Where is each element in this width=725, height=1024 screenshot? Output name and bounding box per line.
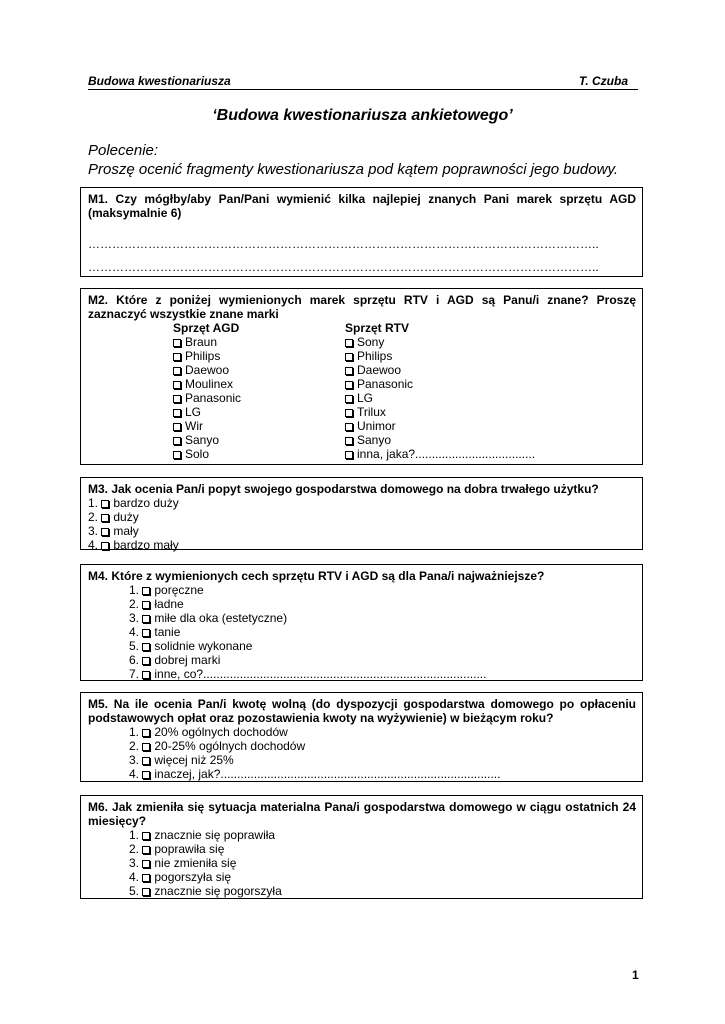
checkbox-icon[interactable] [173, 353, 181, 361]
agd-option[interactable] [173, 391, 241, 405]
page-title: ‘Budowa kwestionariusza ankietowego’ [212, 107, 513, 124]
option-label: pogorszyła się [154, 870, 232, 884]
brand-columns [88, 321, 636, 461]
checkbox-icon[interactable] [142, 743, 150, 751]
m4-option[interactable] [129, 583, 636, 597]
page-number: 1 [632, 968, 639, 982]
answer-line-1[interactable]: ……………………………………………………………………………………………………………….. [88, 237, 599, 251]
rtv-option-label: Sanyo [357, 433, 392, 447]
running-header [88, 73, 638, 90]
agd-option-label: Moulinex [185, 377, 234, 391]
checkbox-icon[interactable] [142, 587, 150, 595]
checkbox-icon[interactable] [345, 381, 353, 389]
agd-option-label: Panasonic [185, 391, 242, 405]
checkbox-icon[interactable] [345, 353, 353, 361]
m6-option[interactable] [129, 884, 636, 898]
option-number: 5. [129, 639, 140, 653]
checkbox-icon[interactable] [101, 542, 109, 550]
option-label: duży [113, 510, 139, 524]
agd-header: Sprzęt AGD [173, 321, 240, 335]
answer-line-2[interactable]: ……………………………………………………………………………………………………………….. [88, 260, 599, 274]
option-label: nie zmieniła się [154, 856, 237, 870]
rtv-option-label: Unimor [357, 419, 396, 433]
instruction-label: Polecenie: [88, 142, 159, 159]
checkbox-icon[interactable] [142, 860, 150, 868]
agd-option[interactable] [173, 363, 241, 377]
rtv-option[interactable] [345, 363, 535, 377]
rtv-option-label: Sony [357, 335, 385, 349]
question-m2 [80, 288, 643, 465]
option-number: 2. [88, 510, 99, 524]
question-m3 [80, 477, 643, 550]
rtv-option-label: Philips [357, 349, 393, 363]
question-m6 [80, 795, 643, 899]
checkbox-icon[interactable] [173, 395, 181, 403]
rtv-option-label: Trilux [357, 405, 386, 419]
rtv-option-label: LG [357, 391, 374, 405]
agd-option-label: LG [185, 405, 202, 419]
m6-option[interactable] [129, 828, 636, 842]
rtv-option[interactable] [345, 433, 535, 447]
checkbox-icon[interactable] [345, 451, 353, 459]
checkbox-icon[interactable] [142, 771, 150, 779]
agd-option[interactable] [173, 349, 241, 363]
option-label: znacznie się poprawiła [154, 828, 276, 842]
checkbox-icon[interactable] [142, 729, 150, 737]
agd-option-label: Daewoo [185, 363, 230, 377]
question-m1-text: M1. Czy mógłby/aby Pan/Pani wymienić kilka najlepiej znanych Pani marek sprzętu AGD (maksymalnie 6) [88, 192, 636, 220]
rtv-option[interactable] [345, 405, 535, 419]
rtv-option-label: Panasonic [357, 377, 414, 391]
m6-option[interactable] [129, 842, 636, 856]
m4-option[interactable] [129, 667, 636, 681]
rtv-option[interactable] [345, 391, 535, 405]
header-author: T. Czuba [578, 74, 628, 88]
question-m6-text: M6. Jak zmieniła się sytuacja materialna Pana/i gospodarstwa domowego w ciągu ostatnich 24 miesięcy? [88, 800, 636, 828]
m4-option[interactable] [129, 653, 636, 667]
option-number: 1. [129, 828, 140, 842]
m5-option[interactable] [129, 739, 636, 753]
instruction-text: Proszę ocenić fragmenty kwestionariusza pod kątem poprawności jego budowy. [88, 161, 618, 178]
agd-option[interactable] [173, 377, 241, 391]
option-number: 3. [88, 524, 99, 538]
option-number: 2. [129, 842, 140, 856]
checkbox-icon[interactable] [173, 367, 181, 375]
option-number: 5. [129, 884, 140, 898]
option-label: bardzo duży [113, 496, 179, 510]
question-m1 [80, 187, 643, 277]
rtv-option-label: Daewoo [357, 363, 402, 377]
question-m4 [80, 564, 643, 681]
agd-option[interactable] [173, 405, 241, 419]
checkbox-icon[interactable] [173, 409, 181, 417]
checkbox-icon[interactable] [173, 451, 181, 459]
checkbox-icon[interactable] [101, 500, 109, 508]
option-label: 20-25% ogólnych dochodów [154, 739, 306, 753]
checkbox-icon[interactable] [345, 437, 353, 445]
option-number: 4. [129, 870, 140, 884]
checkbox-icon[interactable] [142, 874, 150, 882]
agd-option[interactable] [173, 335, 241, 349]
checkbox-icon[interactable] [142, 757, 150, 765]
rtv-option[interactable] [345, 349, 535, 363]
checkbox-icon[interactable] [142, 657, 150, 665]
option-number: 2. [129, 597, 140, 611]
checkbox-icon[interactable] [345, 339, 353, 347]
instruction [88, 141, 618, 179]
option-number: 1. [129, 725, 140, 739]
option-label: inne, co?..................................................................................... [154, 667, 487, 681]
rtv-column [345, 321, 535, 461]
question-m5-text: M5. Na ile ocenia Pan/i kwotę wolną (do dyspozycji gospodarstwa domowego po opłaceniu podstawowych opłat oraz pozostawienia kwoty na wyżywienie) w bieżącym roku? [88, 697, 636, 725]
option-number: 3. [129, 611, 140, 625]
m4-option[interactable] [129, 597, 636, 611]
option-label: bardzo mały [113, 538, 179, 552]
option-label: inaczej, jak?.................................................................................... [154, 767, 501, 781]
question-m4-text: M4. Które z wymienionych cech sprzętu RTV i AGD są dla Pana/i najważniejsze? [88, 569, 545, 583]
option-number: 1. [129, 583, 140, 597]
checkbox-icon[interactable] [101, 514, 109, 522]
checkbox-icon[interactable] [173, 437, 181, 445]
option-label: miłe dla oka (estetyczne) [154, 611, 288, 625]
agd-option-label: Wir [185, 419, 203, 433]
option-number: 6. [129, 653, 140, 667]
header-title: Budowa kwestionariusza [88, 74, 231, 88]
option-label: poręczne [154, 583, 204, 597]
checkbox-icon[interactable] [142, 629, 150, 637]
checkbox-icon[interactable] [345, 409, 353, 417]
option-number: 3. [129, 856, 140, 870]
checkbox-icon[interactable] [142, 888, 150, 896]
m6-option[interactable] [129, 870, 636, 884]
m5-option[interactable] [129, 767, 636, 781]
m5-option[interactable] [129, 753, 636, 767]
m4-option[interactable] [129, 625, 636, 639]
option-number: 2. [129, 739, 140, 753]
agd-option-label: Philips [185, 349, 221, 363]
rtv-option[interactable] [345, 419, 535, 433]
option-number: 3. [129, 753, 140, 767]
option-label: tanie [154, 625, 181, 639]
option-label: znacznie się pogorszyła [154, 884, 282, 898]
checkbox-icon[interactable] [101, 528, 109, 536]
agd-option[interactable] [173, 419, 241, 433]
option-label: ładne [154, 597, 184, 611]
checkbox-icon[interactable] [142, 601, 150, 609]
question-m5 [80, 692, 643, 782]
option-number: 7. [129, 667, 140, 681]
m5-option[interactable] [129, 725, 636, 739]
m3-option[interactable] [88, 496, 636, 510]
option-label: poprawiła się [154, 842, 225, 856]
option-number: 4. [88, 538, 99, 552]
checkbox-icon[interactable] [142, 643, 150, 651]
option-label: dobrej marki [154, 653, 221, 667]
checkbox-icon[interactable] [173, 339, 181, 347]
option-label: 20% ogólnych dochodów [154, 725, 288, 739]
checkbox-icon[interactable] [142, 846, 150, 854]
agd-option-label: Solo [185, 447, 210, 461]
rtv-option[interactable] [345, 377, 535, 391]
checkbox-icon[interactable] [142, 671, 150, 679]
m3-option[interactable] [88, 510, 636, 524]
checkbox-icon[interactable] [142, 832, 150, 840]
option-number: 1. [88, 496, 99, 510]
question-m3-text: M3. Jak ocenia Pan/i popyt swojego gospodarstwa domowego na dobra trwałego użytku? [88, 482, 599, 496]
rtv-header: Sprzęt RTV [345, 321, 410, 335]
checkbox-icon[interactable] [345, 367, 353, 375]
rtv-option-label: inna, jaka?.................................... [357, 447, 536, 461]
m6-option[interactable] [129, 856, 636, 870]
checkbox-icon[interactable] [345, 395, 353, 403]
agd-option-label: Braun [185, 335, 218, 349]
option-label: mały [113, 524, 139, 538]
rtv-option[interactable] [345, 335, 535, 349]
option-number: 4. [129, 767, 140, 781]
m3-option[interactable] [88, 538, 636, 552]
agd-option[interactable] [173, 447, 241, 461]
m3-option[interactable] [88, 524, 636, 538]
checkbox-icon[interactable] [142, 615, 150, 623]
option-number: 4. [129, 625, 140, 639]
option-label: więcej niż 25% [154, 753, 234, 767]
m4-option[interactable] [129, 611, 636, 625]
option-label: solidnie wykonane [154, 639, 253, 653]
rtv-option[interactable] [345, 447, 535, 461]
checkbox-icon[interactable] [345, 423, 353, 431]
checkbox-icon[interactable] [173, 381, 181, 389]
agd-option[interactable] [173, 433, 241, 447]
agd-option-label: Sanyo [185, 433, 220, 447]
agd-column [173, 321, 241, 461]
checkbox-icon[interactable] [173, 423, 181, 431]
m4-option[interactable] [129, 639, 636, 653]
question-m2-text: M2. Które z poniżej wymienionych marek sprzętu RTV i AGD są Panu/i znane? Proszę zaznaczyć wszystkie znane marki [88, 293, 636, 321]
